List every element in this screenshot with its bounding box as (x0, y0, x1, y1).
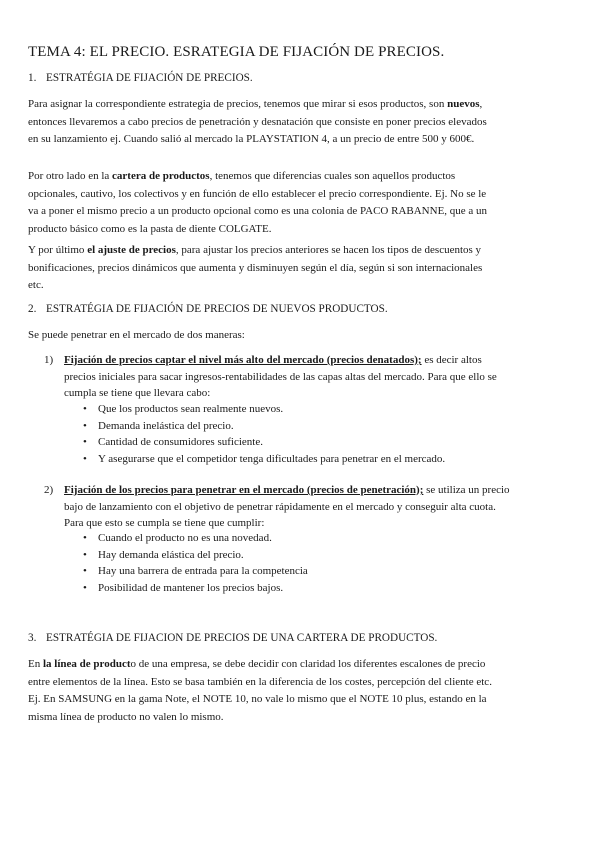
paragraph: Se puede penetrar en el mercado de dos maneras: (28, 329, 245, 341)
list-item (80, 418, 445, 435)
text-run: es decir altos precios iniciales para sacar ingresos-rentabilidades de las capas altas del mercado. Para que ello se cumpla se tiene que llevara cabo: (64, 354, 497, 399)
text-run: , entonces llevaremos a cabo precios de penetración y desnatación que consiste en poner precios elevados en su lanzamiento ej. Cuando salió al mercado la PLAYSTATION 4, a un precio de entre 500 y 600€. (28, 98, 487, 145)
text-run: o de una empresa, se debe decidir con claridad los diferentes escalones de precio entre elementos de la línea. Esto se basa también en la diferencia de los costes, percepción del cliente etc. Ej. En SAMSUNG en la gama Note, el NOTE 10, no vale lo mismo que el NOTE 10 plus, estando en la misma línea de producto no valen lo mismo. (28, 658, 492, 723)
list-item-text: Hay demanda elástica del precio. (98, 548, 244, 561)
list-item-text: Cuando el producto no es una novedad. (98, 532, 272, 544)
list-item (80, 434, 445, 451)
bullet-icon: • (83, 581, 87, 594)
bullet-icon: • (83, 532, 87, 544)
page-title: TEMA 4: EL PRECIO. ESRATEGIA DE FIJACIÓN DE PRECIOS. (28, 44, 445, 60)
numbered-item-2 (44, 482, 514, 532)
section-2-heading (28, 303, 388, 315)
section-heading-text: ESTRATÉGIA DE FIJACIÓN DE PRECIOS DE NUEVOS PRODUCTOS. (46, 303, 388, 315)
list-item (80, 530, 308, 547)
paragraph (28, 656, 498, 726)
text-run: En (28, 658, 43, 670)
text-run: Por otro lado en la (28, 170, 113, 182)
paragraph (28, 242, 498, 295)
numbered-item-1 (44, 352, 514, 402)
bullet-icon: • (83, 565, 87, 577)
bullet-icon: • (83, 548, 87, 561)
list-item (80, 580, 308, 597)
list-item-text: Y asegurarse que el competidor tenga dificultades para penetrar en el mercado. (98, 452, 446, 465)
bullet-list-2 (80, 530, 308, 596)
list-item-text: Cantidad de consumidores suficiente. (98, 436, 263, 448)
bold-term: nuevos (447, 98, 480, 110)
section-number: 2. (28, 303, 37, 315)
list-item-text: Hay una barrera de entrada para la competencia (98, 565, 308, 577)
section-heading-text: ESTRATÉGIA DE FIJACIÓN DE PRECIOS. (46, 72, 253, 84)
section-heading-text: ESTRATÉGIA DE FIJACION DE PRECIOS DE UNA CARTERA DE PRODUCTOS. (46, 632, 438, 644)
section-1-heading (28, 72, 253, 84)
item-number: 1) (44, 354, 54, 366)
text-run: se utiliza un precio bajo de lanzamiento con el objetivo de penetrar rápidamente en el mercado y conseguir alta cuota. Para que esto se cumpla se tiene que cumplir: (64, 484, 510, 529)
section-3-heading (28, 632, 437, 644)
paragraph (28, 96, 498, 149)
list-item-text: Que los productos sean realmente nuevos. (98, 403, 284, 415)
bullet-icon: • (83, 436, 87, 448)
bullet-icon: • (83, 403, 87, 415)
bold-term: Fijación de precios captar el nivel más alto del mercado (precios denatados); (64, 354, 422, 366)
list-item (80, 563, 308, 580)
list-item (80, 451, 445, 468)
text-run: Y por último (28, 244, 88, 256)
list-item-text: Demanda inelástica del precio. (98, 419, 234, 432)
bullet-list-1 (80, 401, 445, 467)
bold-term: cartera de productos (112, 170, 210, 182)
section-number: 1. (28, 72, 37, 84)
list-item (80, 547, 308, 564)
text-run: , para ajustar los precios anteriores se hacen los tipos de descuentos y bonificaciones, precios dinámicos que aumenta y disminuyen según el día, según si son internacionales etc. (28, 244, 483, 291)
list-item (80, 401, 445, 418)
paragraph (28, 168, 498, 238)
item-number: 2) (44, 484, 54, 496)
bold-term: Fijación de los precios para penetrar en el mercado (precios de penetración); (64, 484, 424, 496)
bold-term: la línea de product (42, 658, 131, 670)
section-number: 3. (28, 632, 37, 644)
bold-term: el ajuste de precios (87, 244, 176, 256)
list-item-text: Posibilidad de mantener los precios bajos. (98, 581, 284, 594)
bullet-icon: • (83, 419, 87, 432)
bullet-icon: • (83, 452, 87, 465)
text-run: , tenemos que diferencias cuales son aquellos productos opcionales, cautivo, los colectivos y en función de ello establecer el precio correspondiente. Ej. No se le va a poner el mismo precio a un producto opcional como es una colonia de PACO RABANNE, que a un producto básico como es la pasta de diente COLGATE. (28, 170, 488, 235)
text-run: Para asignar la correspondiente estrategia de precios, tenemos que mirar si esos productos, son (28, 98, 448, 110)
